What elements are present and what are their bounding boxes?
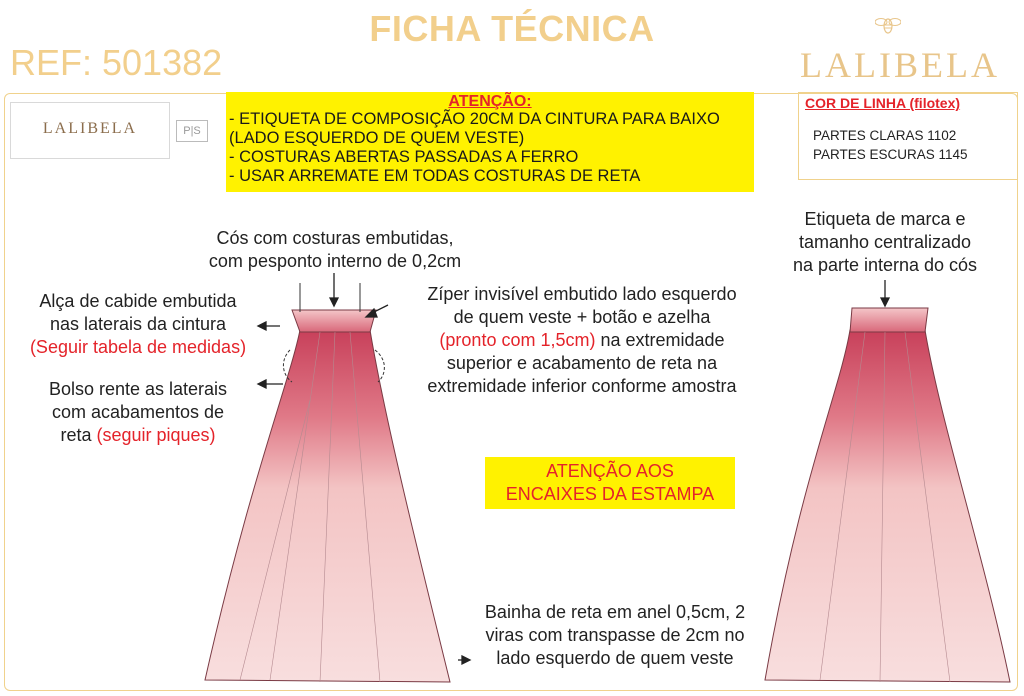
note-text-red: (pronto com 1,5cm) — [439, 330, 596, 350]
note-line: Etiqueta de marca e — [804, 209, 966, 229]
reference-code: REF: 501382 — [10, 42, 223, 83]
hanger-loop-note — [18, 290, 258, 359]
note-text: na extremidade — [595, 330, 725, 350]
note-line-red: (Seguir tabela de medidas) — [29, 337, 247, 357]
note-line: de quem veste + botão e azelha — [453, 307, 711, 327]
note-line: viras com transpasse de 2cm no — [485, 625, 745, 645]
note-line: com pesponto interno de 0,2cm — [208, 251, 462, 271]
note-line: Zíper invisível embutido lado esquerdo — [427, 284, 737, 304]
note-line: na parte interna do cós — [792, 255, 978, 275]
brand-label-text: LALIBELA — [42, 120, 138, 137]
note-line: Bainha de reta em anel 0,5cm, 2 — [484, 602, 746, 622]
note-text: reta — [60, 425, 97, 445]
page-title: FICHA TÉCNICA — [369, 8, 655, 49]
zipper-note — [392, 283, 772, 398]
note-line — [18, 424, 258, 447]
note-line: superior e acabamento de reta na — [446, 353, 718, 373]
note-line: tamanho centralizado — [798, 232, 972, 252]
brand-label-note — [760, 208, 1010, 277]
print-attention-text — [485, 460, 735, 506]
note-line: Cós com costuras embutidas, — [216, 228, 454, 248]
attention-line: - COSTURAS ABERTAS PASSADAS A FERRO — [229, 148, 579, 166]
note-text-red: (seguir piques) — [96, 425, 216, 445]
hem-note — [450, 601, 780, 670]
brand-logo-top: LALIBELA — [800, 45, 1000, 85]
attention-line: - USAR ARREMATE EM TODAS COSTURAS DE RETA — [229, 167, 641, 185]
note-line: ATENÇÃO AOS — [546, 461, 674, 481]
note-line: ENCAIXES DA ESTAMPA — [505, 484, 715, 504]
note-line: com acabamentos de — [51, 402, 225, 422]
note-line: Alça de cabide embutida — [39, 291, 237, 311]
pocket-note — [18, 378, 258, 447]
attention-title: ATENÇÃO: — [448, 93, 532, 110]
note-line: extremidade inferior conforme amostra — [427, 376, 737, 396]
note-line — [392, 329, 772, 352]
attention-line: - ETIQUETA DE COMPOSIÇÃO 20CM DA CINTURA PARA BAIXO — [229, 110, 720, 128]
back-skirt — [765, 308, 1010, 682]
note-line: Bolso rente as laterais — [48, 379, 228, 399]
note-line: lado esquerdo de quem veste — [496, 648, 734, 668]
attention-line: (LADO ESQUERDO DE QUEM VESTE) — [229, 129, 525, 147]
size-tag: P|S — [176, 120, 208, 142]
waistband-note — [170, 227, 500, 273]
thread-color-title: COR DE LINHA (filotex) — [805, 95, 961, 111]
note-line: nas laterais da cintura — [49, 314, 227, 334]
thread-color-light: PARTES CLARAS 1102 — [813, 128, 957, 143]
thread-color-dark: PARTES ESCURAS 1145 — [813, 147, 968, 162]
